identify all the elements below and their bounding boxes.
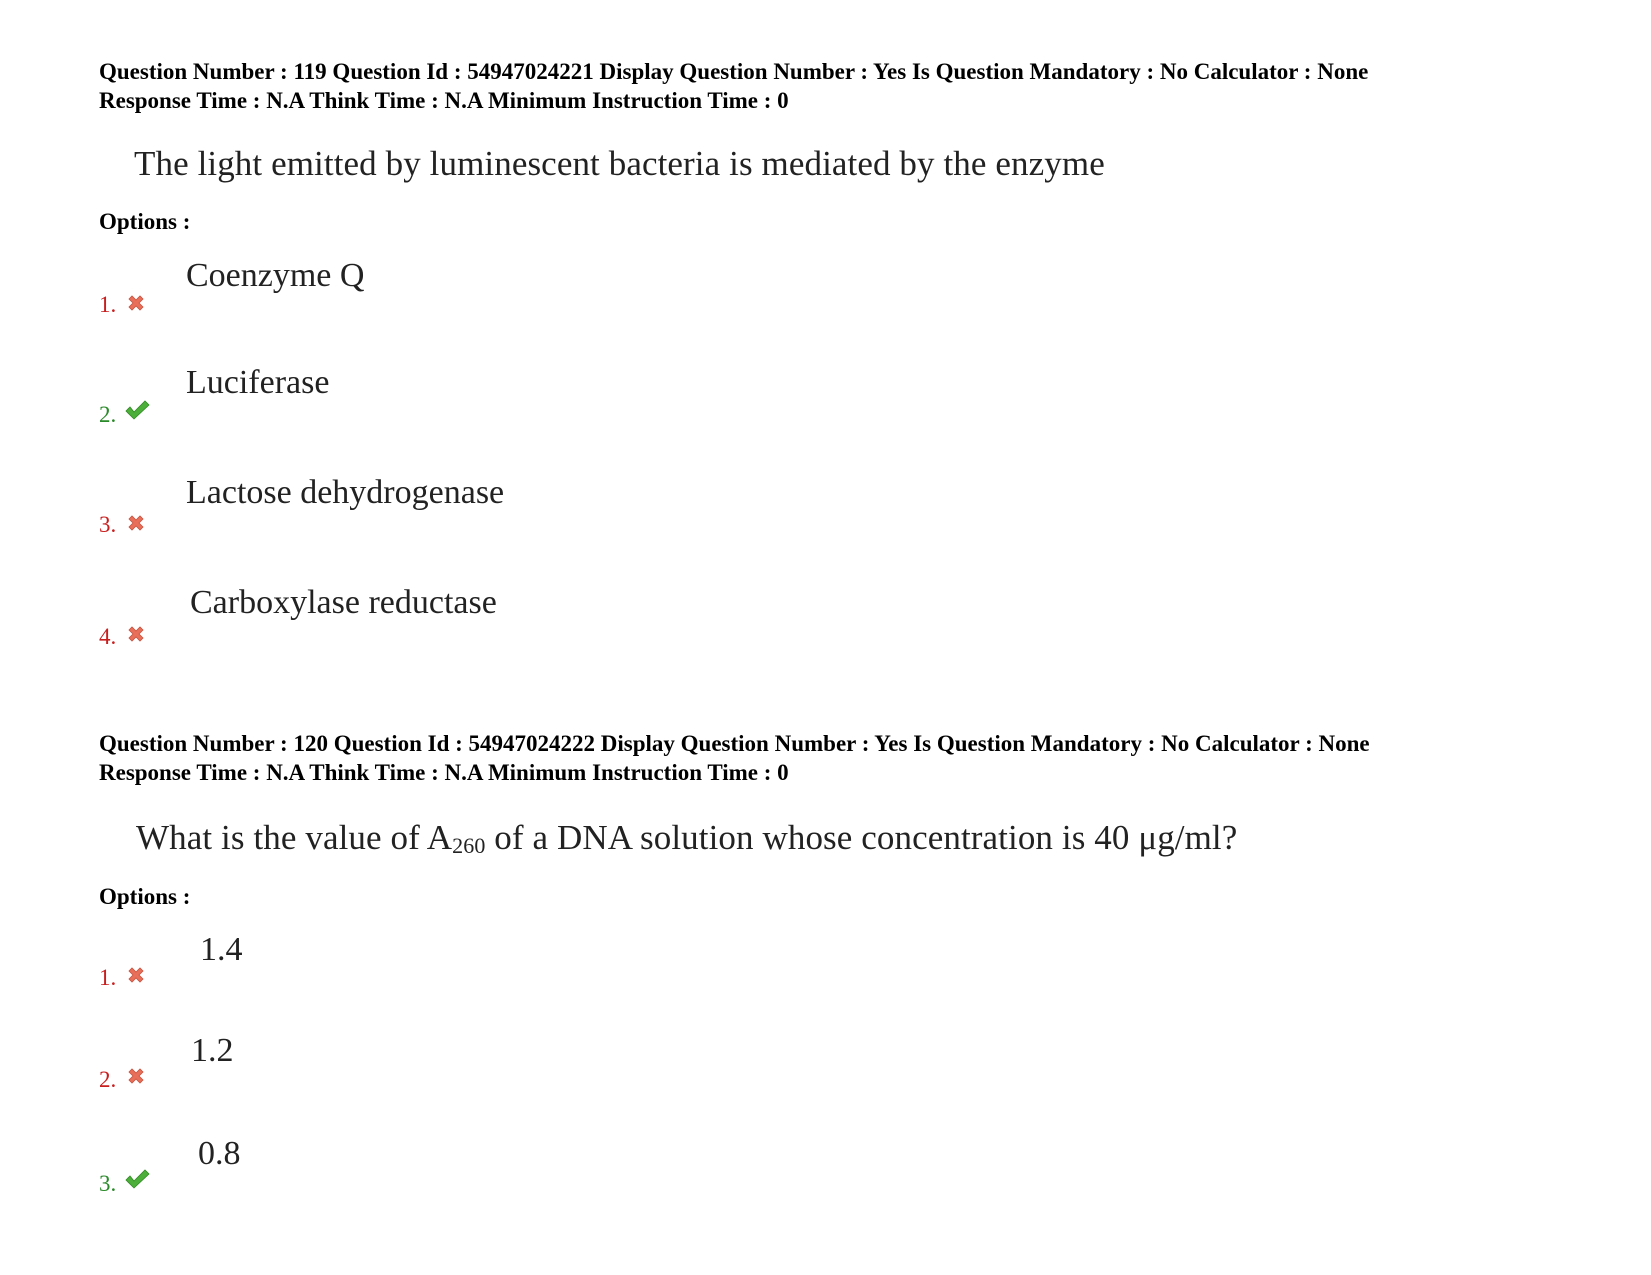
option-text: Carboxylase reductase bbox=[190, 584, 497, 621]
question-text-before: What is the value of A bbox=[136, 818, 453, 857]
option-number: 3. bbox=[99, 512, 117, 537]
option-4 bbox=[0, 584, 700, 667]
question-text-subscript: 260 bbox=[452, 833, 486, 858]
option-text: Lactose dehydrogenase bbox=[186, 474, 505, 511]
question-text bbox=[136, 818, 1237, 859]
option-number: 2. bbox=[99, 1067, 117, 1092]
option-2 bbox=[0, 365, 700, 445]
question-meta-line1: Question Number : 119 Question Id : 54947024221 Display Question Number : Yes Is Question Mandatory : No Calculator : None bbox=[99, 59, 1369, 84]
question-meta-line1: Question Number : 120 Question Id : 54947024222 Display Question Number : Yes Is Question Mandatory : No Calculator : None bbox=[99, 731, 1370, 756]
question-text-after: of a DNA solution whose concentration is 40 μg/ml? bbox=[485, 818, 1238, 857]
option-text: 0.8 bbox=[198, 1135, 241, 1172]
cross-icon bbox=[125, 292, 147, 314]
option-3 bbox=[0, 1132, 700, 1212]
options-label: Options : bbox=[99, 209, 191, 234]
question-meta-line2: Response Time : N.A Think Time : N.A Minimum Instruction Time : 0 bbox=[99, 760, 789, 785]
option-number: 1. bbox=[99, 965, 117, 990]
option-text: Coenzyme Q bbox=[186, 257, 365, 294]
cross-icon bbox=[125, 623, 147, 645]
option-number: 1. bbox=[99, 292, 117, 317]
option-number: 2. bbox=[99, 402, 117, 427]
option-3 bbox=[0, 475, 700, 555]
question-meta-line2: Response Time : N.A Think Time : N.A Minimum Instruction Time : 0 bbox=[99, 88, 789, 113]
option-number: 4. bbox=[99, 624, 117, 649]
option-number: 3. bbox=[99, 1171, 117, 1196]
option-text: Luciferase bbox=[186, 364, 330, 401]
option-2 bbox=[0, 1029, 700, 1109]
option-text: 1.4 bbox=[200, 931, 243, 968]
option-text: 1.2 bbox=[191, 1032, 234, 1069]
cross-icon bbox=[125, 1065, 147, 1087]
options-label: Options : bbox=[99, 884, 191, 909]
check-icon bbox=[124, 398, 150, 422]
cross-icon bbox=[125, 512, 147, 534]
cross-icon bbox=[125, 964, 147, 986]
check-icon bbox=[124, 1167, 150, 1191]
question-text: The light emitted by luminescent bacteria is mediated by the enzyme bbox=[134, 144, 1105, 183]
option-1 bbox=[0, 255, 700, 335]
option-1 bbox=[0, 925, 700, 1005]
